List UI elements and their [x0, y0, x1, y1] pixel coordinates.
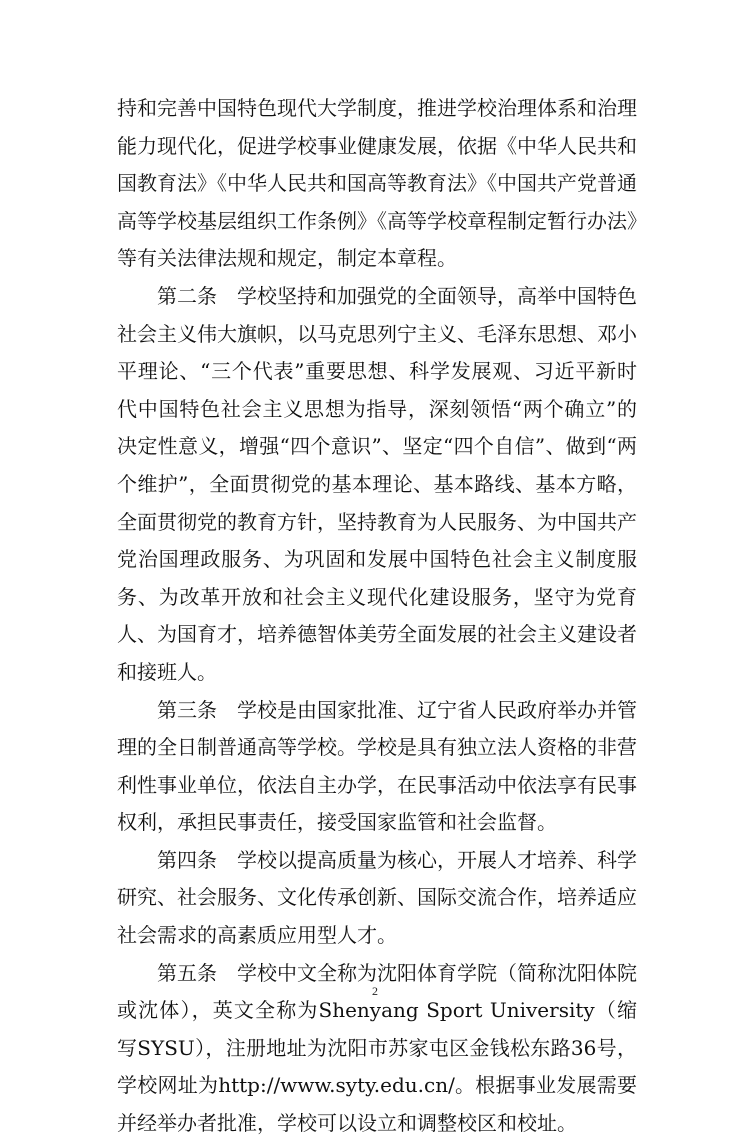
paragraph-article-5: 第五条 学校中文全称为沈阳体育学院（简称沈阳体院或沈体），英文全称为Shenyang Sport University（缩写SYSU），注册地址为沈阳市苏家屯区金钱松东路36号，学校网址为http://www.syty.edu.cn/。根据事业发展需要并经举办者批准，学校可以设立和调整校区和校址。 [117, 960, 637, 1136]
paragraph-article-3: 第三条 学校是由国家批准、辽宁省人民政府举办并管理的全日制普通高等学校。学校是具有独立法人资格的非营利性事业单位，依法自主办学，在民事活动中依法享有民事权利，承担民事责任，接受国家监管和社会监督。 [117, 697, 637, 835]
paragraph-article-4: 第四条 学校以提高质量为核心，开展人才培养、科学研究、社会服务、文化传承创新、国际交流合作，培养适应社会需求的高素质应用型人才。 [117, 847, 637, 948]
paragraph-article-1-continuation: 持和完善中国特色现代大学制度，推进学校治理体系和治理能力现代化，促进学校事业健康发展，依据《中华人民共和国教育法》《中华人民共和国高等教育法》《中国共产党普通高等学校基层组织工作条例》《高等学校章程制定暂行办法》等有关法律法规和规定，制定本章程。 [117, 96, 637, 271]
paragraph-article-2: 第二条 学校坚持和加强党的全面领导，高举中国特色社会主义伟大旗帜，以马克思列宁主义、毛泽东思想、邓小平理论、“三个代表”重要思想、科学发展观、习近平新时代中国特色社会主义思想为指导，深刻领悟“两个确立”的决定性意义，增强“四个意识”、坚定“四个自信”、做到“两个维护”，全面贯彻党的基本理论、基本路线、基本方略，全面贯彻党的教育方针，坚持教育为人民服务、为中国共产党治国理政服务、为巩固和发展中国特色社会主义制度服务、为改革开放和社会主义现代化建设服务，坚守为党育人、为国育才，培养德智体美劳全面发展的社会主义建设者和接班人。 [117, 283, 637, 684]
page-number: 2 [372, 984, 378, 998]
